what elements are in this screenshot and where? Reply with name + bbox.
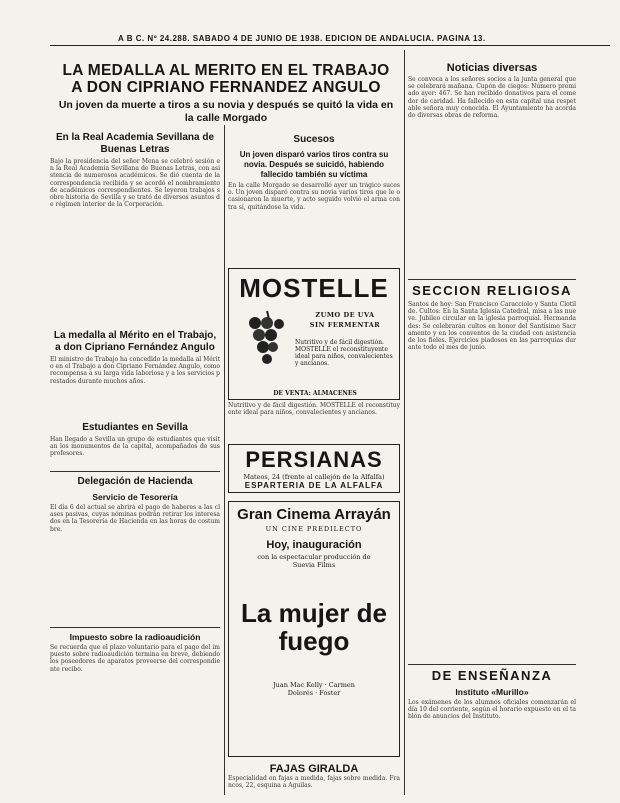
sucesos-title: Sucesos: [293, 134, 335, 145]
cinema-film-title: La mujer de fuego: [241, 598, 387, 656]
page-header: A B C. Nº 24.288. SABADO 4 DE JUNIO DE 1938. EDICION DE ANDALUCIA. PAGINA 13.: [118, 34, 486, 43]
cinema-opening: Hoy, inauguración: [266, 539, 362, 551]
tesoreria-text: El día 6 del actual se abrirá el pago de haberes a las clases pasivas, cuyas nóminas podrán retirar los interesados en la Tesorería de Hacienda en las horas de costumbre.: [50, 504, 220, 533]
column-rule-2: [404, 50, 405, 795]
noticias-title: Noticias diversas: [446, 62, 538, 74]
ensenanza-subtitle: Instituto «Murillo»: [455, 687, 529, 697]
estudiantes-text: Han llegado a Sevilla un grupo de estudiantes que visitan los monumentos de la capital, acompañados de sus profesores.: [50, 436, 220, 458]
mostelle-ad: [228, 268, 400, 400]
separator: [50, 471, 220, 472]
cinema-name: Gran Cinema Arrayán: [237, 506, 391, 523]
persianas-shop: ESPARTERIA DE LA ALFALFA: [244, 481, 384, 490]
radio-title: Impuesto sobre la radioaudición: [69, 632, 201, 642]
fajas-text: Especialidad en fajas a medida, fajas sobre medida. Francos, 22, esquina a Aguilas.: [228, 775, 400, 790]
cinema-description: con la espectacular producción de Suevia Films: [257, 553, 371, 569]
sucesos-text: En la calle Morgado se desarrolló ayer un trágico suceso. Un joven disparó contra su novia varios tiros que le ocasionaron la muerte, y acto seguido volvió el arma contra sí, quitándose la vida.: [228, 182, 400, 211]
grapes-icon: [241, 309, 287, 375]
persianas-ad: [228, 444, 400, 493]
mostelle-brand: MOSTELLE: [239, 273, 389, 303]
cinema-cast2: Dolorés · Foster: [287, 689, 341, 697]
persianas-address: Mateos, 24 (frente al callejón de la Alfalfa): [243, 473, 385, 481]
cinema-ad: [228, 501, 400, 757]
mostelle-small-print: Nutritivo y de fácil digestión. MOSTELLE el reconstituyente ideal para niños, convalecientes y ancianos.: [228, 402, 400, 417]
academia-text: Bajo la presidencia del señor Mena se celebró sesión en la Real Academia Sevillana de Buenas Letras, con asistencia de numerosos académicos. Se dió cuenta de la correspondencia recibida y se acordó el nombramiento de académicos correspondientes. Se leyeron trabajos sobre historia de Sevilla y se trató de diversos asuntos de régimen interior de la Corporación.: [50, 158, 220, 209]
column-left: [50, 128, 220, 798]
separator: [408, 664, 576, 665]
main-headline-block: [50, 62, 402, 125]
tesoreria-title: Servicio de Tesorería: [92, 492, 178, 502]
header-rule: [50, 45, 610, 46]
academia-title: En la Real Academia Sevillana de Buenas Letras: [55, 132, 215, 155]
separator: [50, 627, 220, 628]
mostelle-tag2: SIN FERMENTAR: [309, 321, 381, 329]
column-right: [408, 62, 576, 797]
column-middle: [228, 128, 400, 798]
main-subheadline-line1: Un joven da muerte a tiros a su novia y después se quitó la vida en: [58, 99, 394, 111]
main-headline-line1: LA MEDALLA AL MERITO EN EL TRABAJO: [62, 62, 390, 79]
main-subheadline-line2: la calle Morgado: [184, 112, 268, 124]
cinema-cast1: Juan Mac Kelly · Carmen: [273, 681, 355, 689]
mostelle-venta: DE VENTA: ALMACENES: [273, 390, 357, 397]
ensenanza-text: Los exámenes de los alumnos oficiales comenzarán el día 10 del corriente, según el horario expuesto en el tablón de anuncios del Instituto.: [408, 699, 576, 721]
main-headline-line2: A DON CIPRIANO FERNANDEZ ANGULO: [71, 79, 381, 96]
radio-text: Se recuerda que el plazo voluntario para el pago del impuesto sobre radioaudición termina en breve, debiendo los poseedores de aparatos proveerse del correspondiente recibo.: [50, 644, 220, 673]
religiosa-title: SECCION RELIGIOSA: [412, 283, 572, 298]
medalla-title: La medalla al Mérito en el Trabajo, a don Cipriano Fernández Angulo: [53, 330, 217, 353]
mostelle-description: Nutritivo y de fácil digestión. MOSTELLE el reconstituyente ideal para niños, convalecientes y ancianos.: [295, 339, 393, 367]
ensenanza-title: DE ENSEÑANZA: [431, 668, 553, 683]
separator: [408, 279, 576, 280]
sucesos-headline: Un joven disparó varios tiros contra su novia. Después se suicidó, habiendo fallecido también su víctima: [239, 150, 389, 179]
hacienda-title: Delegación de Hacienda: [77, 476, 193, 487]
persianas-brand: PERSIANAS: [245, 447, 383, 472]
fajas-title: FAJAS GIRALDA: [269, 763, 359, 775]
religiosa-text: Santos de hoy: San Francisco Caracciolo y Santa Clotilde. Cultos: En la Santa Iglesia Catedral, misa a las nueve. Jubileo circular en la iglesia parroquial. Hermandades: Se celebrarán cultos en honor del Santísimo Sacramento y en los conventos de la ciudad con asistencia de los fieles. Ejercicios piadosos en las parroquias durante todo el mes de junio.: [408, 301, 576, 352]
cinema-tag: UN CINE PREDILECTO: [265, 525, 363, 533]
column-rule-1: [224, 125, 225, 795]
mostelle-tag1: ZUMO DE UVA: [315, 311, 375, 319]
estudiantes-title: Estudiantes en Sevilla: [82, 422, 188, 433]
noticias-text: Se convoca a los señores socios a la junta general que se celebrará mañana. Cupón de ciegos: Número premiado ayer: 467. Se han recibido donativos para el comedor de caridad. Ha fallecido en esta capital una respetable señora muy conocida. El Ayuntamiento ha acordado diversas obras de reforma.: [408, 76, 576, 120]
medalla-text: El ministro de Trabajo ha concedido la medalla al Mérito en el Trabajo a don Cipriano Fernández Angulo, como recompensa a su larga vida laboriosa y a los servicios prestados durante muchos años.: [50, 356, 220, 385]
